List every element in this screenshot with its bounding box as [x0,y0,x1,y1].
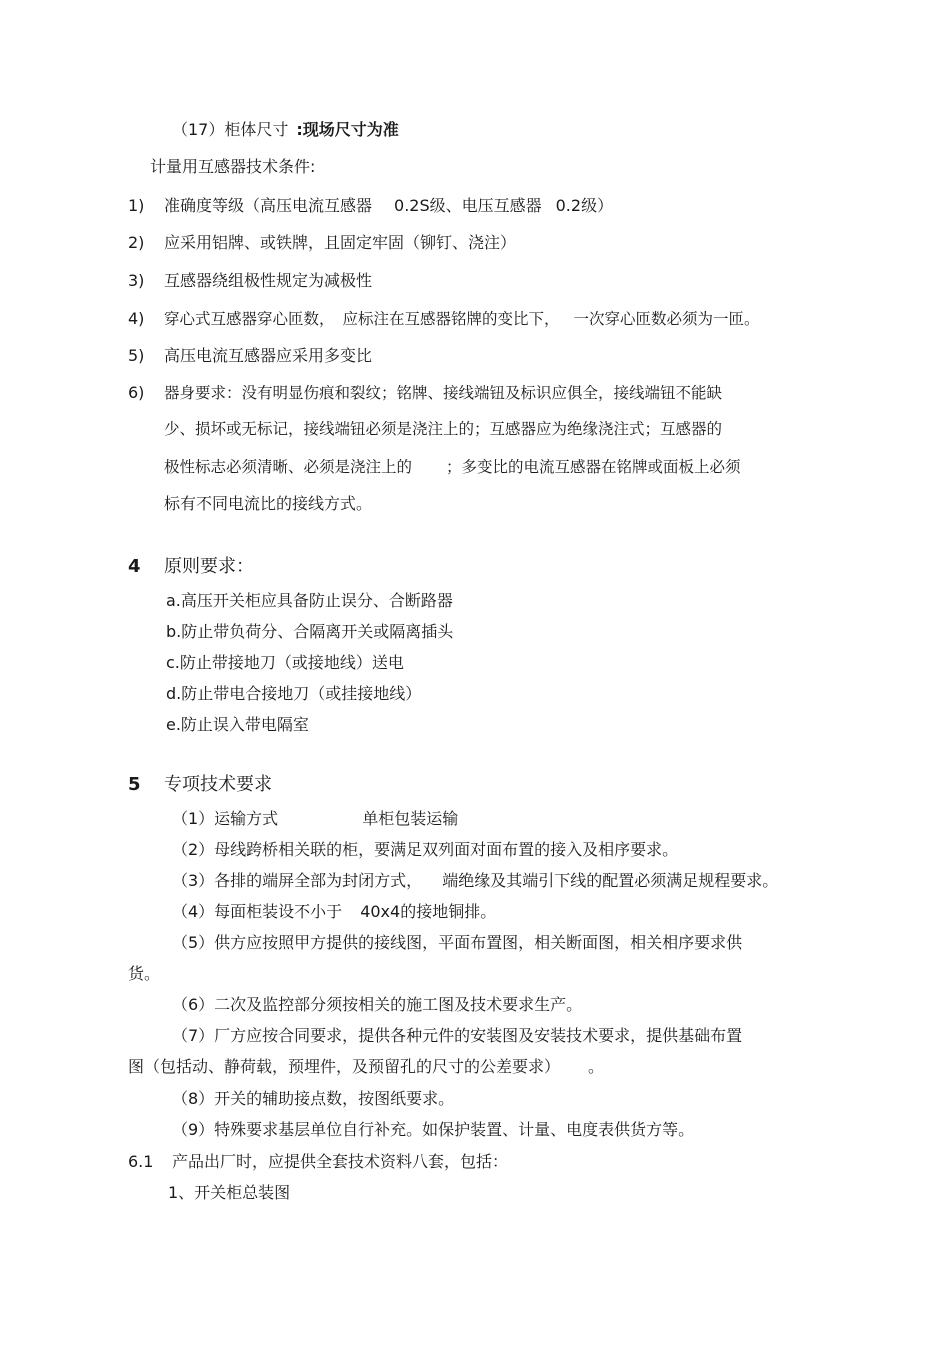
section-4-num: 4 [128,556,141,577]
line-17-value: :现场尺寸为准 [296,120,399,139]
section-5-p3 [172,870,778,892]
meter-item-4-c: 一次穿心匝数必须为一匝。 [573,310,760,328]
meter-item-6-cont-1: 少、损坏或无标记，接线端钮必须是浇注上的；互感器应为绝缘浇注式；互感器的 [164,420,723,438]
section-5-p7-c: 。 [588,1057,605,1076]
section-5-p2: （2）母线跨桥相关联的柜，要满足双列面对面布置的接入及相序要求。 [172,840,679,859]
meter-item-1-num: 1) [128,196,145,215]
section-5-title: 专项技术要求 [164,774,272,795]
section-5-p4-a: （4）每面柜装设不小于 [172,902,343,921]
meter-title: 计量用互感器技术条件: [150,157,316,176]
meter-item-3: 互感器绕组极性规定为减极性 [164,271,373,290]
section-5-p7: （7）厂方应按合同要求，提供各种元件的安装图及安装技术要求，提供基础布置 [172,1026,743,1045]
section-5-p4 [172,901,496,923]
section-5-num: 5 [128,774,141,795]
section-6-1-item-1: 1、开关柜总装图 [168,1183,291,1202]
section-5-p3-a: （3）各排的端屏全部为封闭方式， [172,871,423,890]
meter-item-5: 高压电流互感器应采用多变比 [164,346,373,365]
section-4-item-d: d.防止带电合接地刀（或挂接地线） [166,684,422,703]
line-17-label: （17）柜体尺寸 [172,120,289,139]
section-6-1-num: 6.1 [128,1152,154,1171]
meter-item-6-cont-2 [164,456,741,478]
meter-item-3-num: 3) [128,271,145,290]
section-5-p6: （6）二次及监控部分须按相关的施工图及技术要求生产。 [172,995,583,1014]
section-5-p1-label: （1）运输方式 [172,809,279,828]
section-5-p9: （9）特殊要求基层单位自行补充。如保护装置、计量、电度表供货方等。 [172,1120,695,1139]
section-4-item-b: b.防止带负荷分、合隔离开关或隔离插头 [166,622,454,641]
meter-item-6-num: 6) [128,383,145,402]
meter-item-4 [164,308,760,330]
section-4-item-e: e.防止误入带电隔室 [166,715,309,734]
meter-item-4-num: 4) [128,309,145,328]
meter-item-1 [164,195,613,217]
meter-item-4-a: 穿心式互感器穿心匝数， [164,310,335,328]
section-5-p8: （8）开关的辅助接点数，按图纸要求。 [172,1089,455,1108]
section-5-p1-value: 单柜包装运输 [362,809,459,828]
section-6-1-text: 产品出厂时，应提供全套技术资料八套，包括： [172,1152,509,1171]
meter-item-1-c: 0.2级） [555,196,614,215]
meter-item-2: 应采用铝牌、或铁牌，且固定牢固（铆钉、浇注） [164,233,517,252]
meter-item-6-cont-2b: ；多变比的电流互感器在铭牌或面板上必须 [446,458,741,476]
section-5-p1 [172,808,458,830]
meter-item-6-cont-2a: 极性标志必须清晰、必须是浇注上的 [164,458,413,476]
section-5-p5-cont: 货。 [128,964,161,983]
section-5-p3-b: 端绝缘及其端引下线的配置必须满足规程要求。 [442,871,779,890]
section-4-title: 原则要求： [164,556,254,577]
meter-item-6-cont-3: 标有不同电流比的接线方式。 [164,494,373,513]
meter-item-1-a: 准确度等级（高压电流互感器 [164,196,373,215]
meter-item-1-b: 0.2S级、电压互感器 [394,196,542,215]
section-5-p7-cont [128,1056,604,1078]
line-17 [172,119,399,141]
meter-item-5-num: 5) [128,346,145,365]
meter-item-4-b: 应标注在互感器铭牌的变比下， [342,310,560,328]
meter-item-6: 器身要求：没有明显伤痕和裂纹；铭牌、接线端钮及标识应俱全，接线端钮不能缺 [164,384,723,402]
section-4-item-c: c.防止带接地刀（或接地线）送电 [166,653,404,672]
section-5-p7-b: 图（包括动、静荷载，预埋件，及预留孔的尺寸的公差要求） [128,1057,561,1076]
section-4-item-a: a.高压开关柜应具备防止误分、合断路器 [166,591,453,610]
meter-item-2-num: 2) [128,233,145,252]
section-5-p5: （5）供方应按照甲方提供的接线图，平面布置图，相关断面图，相关相序要求供 [172,933,743,952]
section-5-p4-b: 40x4的接地铜排。 [360,902,497,921]
